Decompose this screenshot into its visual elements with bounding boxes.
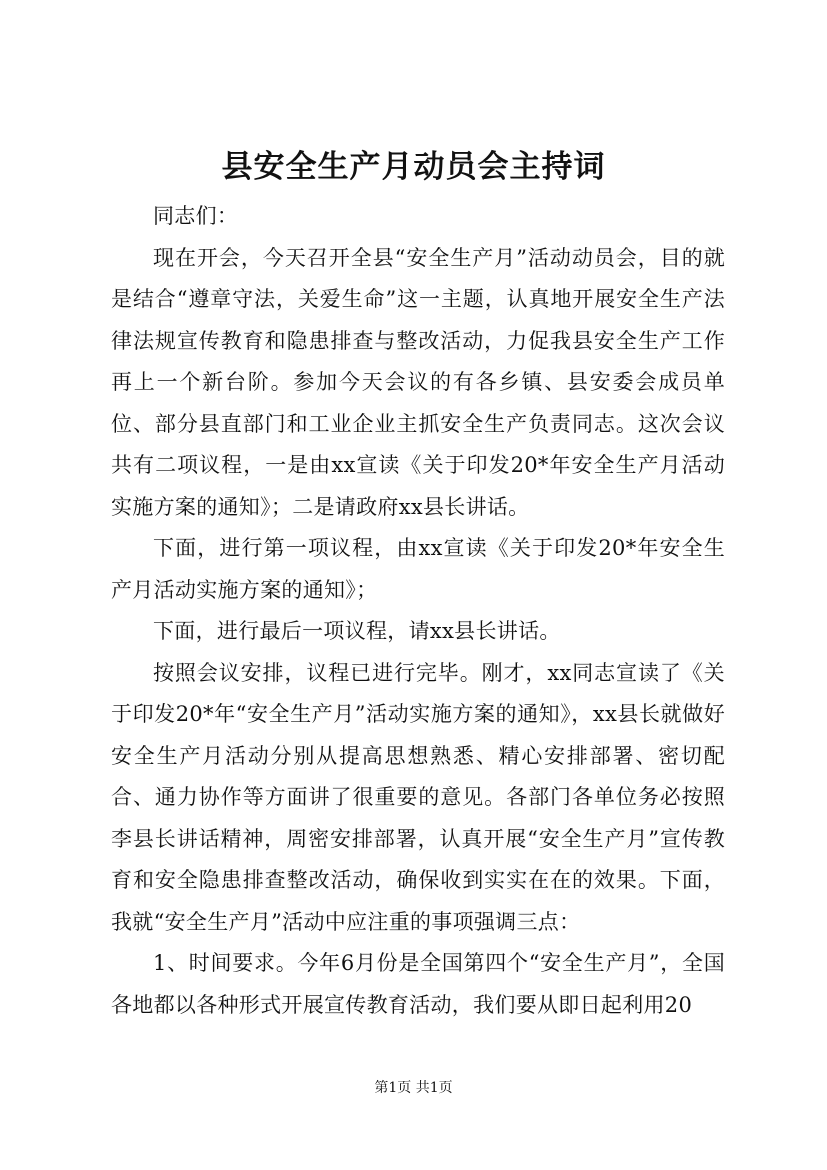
paragraph-salutation: 同志们： <box>153 204 239 228</box>
document-title: 县安全生产月动员会主持词 <box>221 149 606 185</box>
document-body <box>111 196 725 1026</box>
paragraph-agenda-two: 下面，进行最后一项议程，请xx县长讲话。 <box>153 619 561 643</box>
page-footer: 第1页 共1页 <box>374 1080 453 1096</box>
paragraph-opening: 现在开会，今天召开全县“安全生产月”活动动员会，目的就是结合“遵章守法，关爱生命”这一主题，认真地开展安全生产法律法规宣传教育和隐患排查与整改活动，力促我县安全生产工作再上一个新台阶。参加今天会议的有各乡镇、县安委会成员单位、部分县直部门和工业企业主抓安全生产负责同志。这次会议共有二项议程，一是由xx宣读《关于印发20*年安全生产月活动实施方案的通知》；二是请政府xx县长讲话。 <box>111 245 725 519</box>
paragraph-agenda-one: 下面，进行第一项议程，由xx宣读《关于印发20*年安全生产月活动实施方案的通知》； <box>111 536 725 602</box>
paragraph-time-requirement: 1、时间要求。今年6月份是全国第四个“安全生产月”，全国各地都以各种形式开展宣传教育活动，我们要从即日起利用20 <box>111 951 725 1017</box>
paragraph-summary: 按照会议安排，议程已进行完毕。刚才，xx同志宣读了《关于印发20*年“安全生产月”活动实施方案的通知》，xx县长就做好安全生产月活动分别从提高思想熟悉、精心安排部署、密切配合、通力协作等方面讲了很重要的意见。各部门各单位务必按照李县长讲话精神，周密安排部署，认真开展“安全生产月”宣传教育和安全隐患排查整改活动，确保收到实实在在的效果。下面，我就“安全生产月”活动中应注重的事项强调三点： <box>111 660 725 934</box>
